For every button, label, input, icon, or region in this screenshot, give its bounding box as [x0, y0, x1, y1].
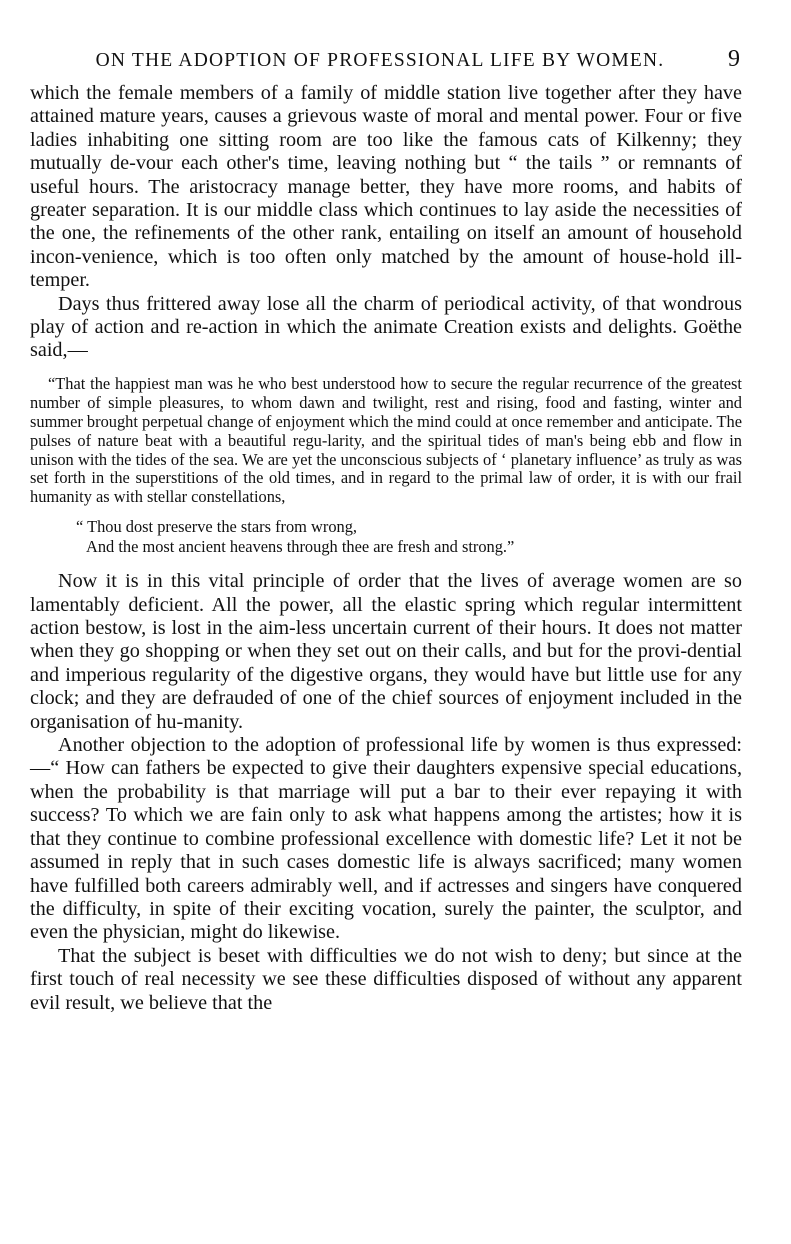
page-number: 9	[728, 46, 740, 72]
verse-line-2: And the most ancient heavens through thee are fresh and strong.”	[86, 536, 515, 556]
paragraph-1: which the female members of a family of middle station live together after they have attained mature years, causes a grievous waste of moral and mental power. Four or five ladies inhabiting one sitting room are too like the famous cats of Kilkenny; they mutually de-vour each other's time, leaving nothing but “ the tails ” or remnants of useful hours. The aristocracy manage better, they have more rooms, and habits of greater separation. It is our middle class which continues to lay aside the necessities of the one, the refinements of the other rank, entailing on itself an amount of household incon-venience, which is too often only matched by the amount of house-hold ill-temper.	[30, 82, 742, 292]
paragraph-2: Days thus frittered away lose all the charm of periodical activity, of that wondrous play of action and re-action in which the animate Creation exists and delights. Goëthe said,—	[30, 292, 742, 362]
running-title: ON THE ADOPTION OF PROFESSIONAL LIFE BY WOMEN.	[95, 50, 665, 71]
paragraph-3: Now it is in this vital principle of order that the lives of average women are so lamentably deficient. All the power, all the elastic spring which regular intermittent action bestow, is lost in the aim-less uncertain current of their hours. It does not matter when they go shopping or when they set out on their calls, and but for the provi-dential and imperious regularity of the digestive organs, they would have but little use for any clock; and they are defrauded of one of the chief sources of enjoyment included in the organisation of hu-manity.	[30, 570, 742, 733]
verse-line-1: “ Thou dost preserve the stars from wrong,	[76, 517, 358, 537]
paragraph-4: Another objection to the adoption of professional life by women is thus expressed:—“ How can fathers be expected to give their daughters expensive special educations, when the probability is that marriage will put a bar to their ever repaying it with success? To which we are fain only to ask what happens among the artistes; how it is that they continue to combine professional excellence with domestic life? Let it not be assumed in reply that in such cases domestic life is always sacrificed; many women have fulfilled both careers admirably well, and if actresses and singers have conquered the difficulty, in spite of their exciting vocation, surely the painter, the sculptor, and even the physician, might do likewise.	[30, 734, 742, 944]
paragraph-5: That the subject is beset with difficulties we do not wish to deny; but since at the first touch of real necessity we see these difficulties disposed of without any apparent evil result, we believe that the	[30, 944, 742, 1014]
book-page	[30, 46, 742, 1015]
block-quote	[30, 375, 742, 507]
verse-quote	[30, 517, 742, 556]
quote-text: “That the happiest man was he who best understood how to secure the regular recurrence of the greatest number of simple pleasures, to whom dawn and twilight, rest and rising, food and fasting, winter and summer brought perpetual change of enjoyment which the mind could at once remember and anticipate. The pulses of nature beat with a beautiful regu-larity, and the spiritual tides of man's being ebb and flow in unison with the tides of the sea. We are yet the unconscious subjects of ‘ planetary influence’ as truly as was set forth in the superstitions of the old times, and in regard to the primal law of order, it is with our frail humanity as with stellar constellations,	[30, 373, 742, 507]
running-header	[30, 46, 742, 82]
